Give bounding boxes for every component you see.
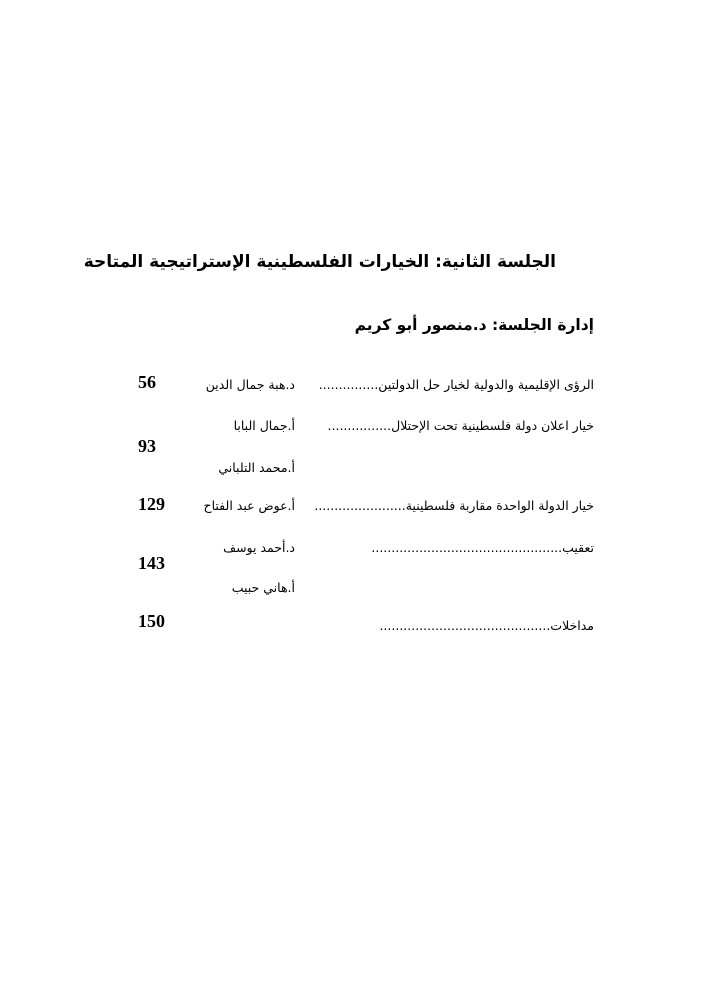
toc-entry-page-number: 143 (138, 553, 165, 573)
toc-entry-page-number: 56 (138, 372, 156, 392)
session-moderator: إدارة الجلسة: د.منصور أبو كريم (354, 316, 594, 334)
toc-entry-speaker: أ.محمد التلباني (218, 460, 295, 475)
page-title: الجلسة الثانية: الخيارات الفلسطينية الإستراتيجية المتاحة (83, 252, 556, 272)
toc-entry-topic: مداخلات........................................... (379, 618, 594, 633)
toc-entry-topic: تعقيب................................................ (371, 540, 594, 555)
toc-entry-speaker: أ.عوض عبد الفتاح (203, 498, 295, 513)
toc-entry-speaker: أ.جمال البابا (233, 418, 295, 433)
toc-entry-speaker: أ.هاني حبيب (231, 580, 295, 595)
toc-entry-speaker: د.هبة جمال الدين (205, 377, 295, 392)
toc-entry-topic: خيار الدولة الواحدة مقاربة فلسطينية....................... (314, 498, 594, 513)
toc-entry-page-number: 93 (138, 436, 156, 456)
toc-entry-page-number: 150 (138, 611, 165, 631)
toc-entry-topic: الرؤى الإقليمية والدولية لخيار حل الدولتين............... (318, 377, 594, 392)
toc-entry-speaker: د.أحمد يوسف (223, 540, 295, 555)
toc-entry-topic: خيار اعلان دولة فلسطينية تحت الإحتلال................ (327, 418, 594, 433)
toc-entry-page-number: 129 (138, 494, 165, 514)
